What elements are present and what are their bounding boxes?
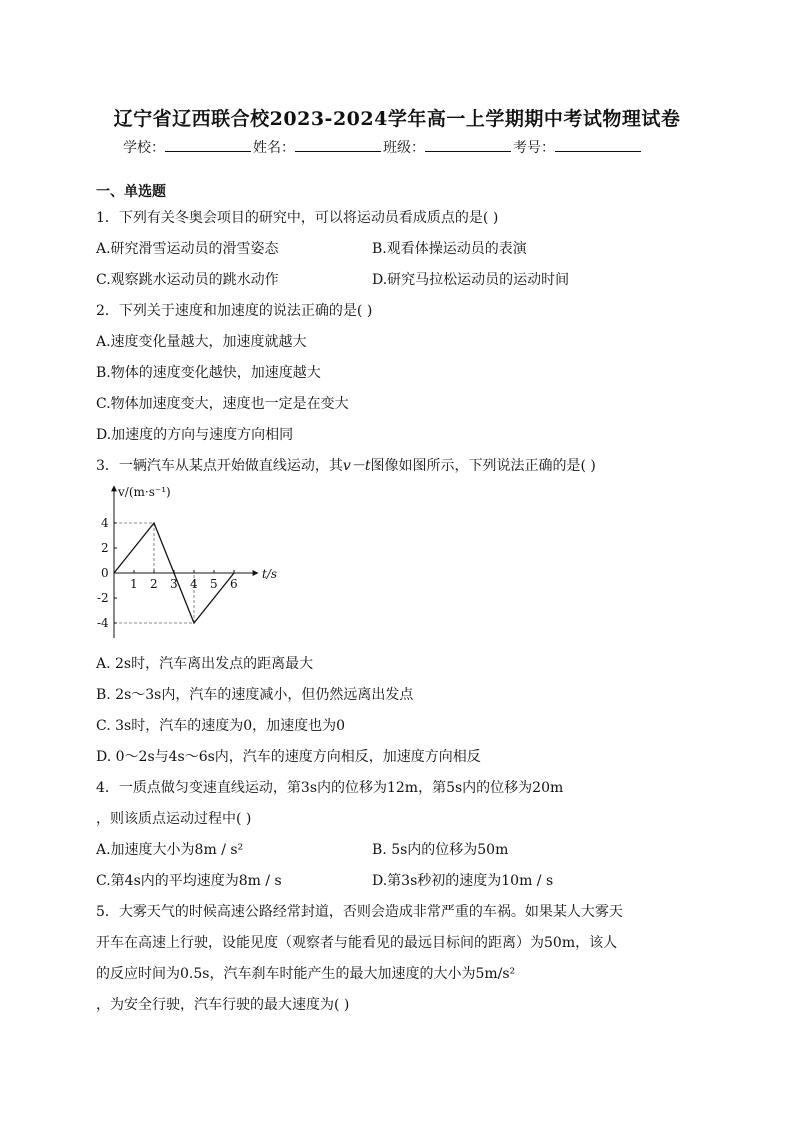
y-tick-label: 2 [101,541,109,555]
class-blank [425,137,511,152]
q4-stem-line1: 4．一质点做匀变速直线运动，第3s内的位移为12m，第5s内的位移为20m [96,780,564,796]
q2-option-a: A.速度变化量越大，加速度就越大 [96,334,307,350]
q2-stem: 2．下列关于速度和加速度的说法正确的是( ) [96,303,373,319]
y-axis-label: v/(m·s⁻¹) [118,485,171,499]
section-heading: 一、单选题 [96,184,166,200]
q3-option-a: A. 2s时，汽车离出发点的距离最大 [96,656,314,672]
x-tick-label: 3 [170,577,178,591]
school-label: 学校： [123,140,165,156]
q3-stem-variable: v－t [342,458,371,474]
q3-option-c: C. 3s时，汽车的速度为0，加速度也为0 [96,718,346,734]
q2-option-b: B.物体的速度变化越快，加速度越大 [96,365,321,381]
q4-option-d: D.第3s秒初的速度为10m / s [372,873,554,889]
q4-option-a: A.加速度大小为8m / s² [96,842,244,858]
vt-graph [96,476,296,646]
q5-line2: 开车在高速上行驶，设能见度（观察者与能看见的最远目标间的距离）为50m，该人 [96,935,618,951]
q3-option-b: B. 2s～3s内，汽车的速度减小，但仍然远离出发点 [96,687,414,703]
q2-option-d: D.加速度的方向与速度方向相同 [96,427,294,443]
exam-title: 辽宁省辽西联合校2023-2024学年高一上学期期中考试物理试卷 [113,108,681,130]
y-tick-label: -2 [97,591,109,605]
x-tick-label: 1 [130,577,138,591]
q5-line1: 5．大雾天气的时候高速公路经常封道，否则会造成非常严重的车祸。如果某人大雾天 [96,904,623,920]
q4-option-c: C.第4s内的平均速度为8m / s [96,873,282,889]
q5-line4: ，为安全行驶，汽车行驶的最大速度为( ) [96,997,350,1013]
q2-option-c: C.物体加速度变大，速度也一定是在变大 [96,396,349,412]
q1-option-c: C.观察跳水运动员的跳水动作 [96,272,279,288]
number-blank [555,137,641,152]
number-label: 考号： [513,140,555,156]
q3-stem [96,455,596,475]
school-blank [165,137,251,152]
origin-label: 0 [101,566,109,580]
q4-option-b: B. 5s内的位移为50m [372,842,509,858]
x-tick-label: 5 [210,577,218,591]
y-tick-label: -4 [97,616,109,630]
q4-stem-line2: ，则该质点运动过程中( ) [96,811,252,827]
y-tick-label: 4 [101,516,109,530]
class-label: 班级： [383,140,425,156]
student-info-row [123,137,643,157]
name-blank [295,137,381,152]
q1-option-a: A.研究滑雪运动员的滑雪姿态 [96,241,279,257]
q3-option-d: D. 0～2s与4s～6s内，汽车的速度方向相反，加速度方向相反 [96,749,481,765]
q1-option-d: D.研究马拉松运动员的运动时间 [372,272,570,288]
x-tick-label: 2 [150,577,158,591]
q3-stem-post: 图像如图所示，下列说法正确的是( ) [370,458,596,474]
x-tick-label: 6 [230,577,238,591]
q1-option-b: B.观看体操运动员的表演 [372,241,527,257]
name-label: 姓名： [253,140,295,156]
x-tick-label: 4 [190,577,198,591]
q5-line3: 的反应时间为0.5s，汽车刹车时能产生的最大加速度的大小为5m/s² [96,966,516,982]
q1-stem: 1．下列有关冬奥会项目的研究中，可以将运动员看成质点的是( ) [96,210,499,226]
q3-stem-pre: 3．一辆汽车从某点开始做直线运动，其 [96,458,343,474]
x-axis-label: t/s [262,567,278,581]
